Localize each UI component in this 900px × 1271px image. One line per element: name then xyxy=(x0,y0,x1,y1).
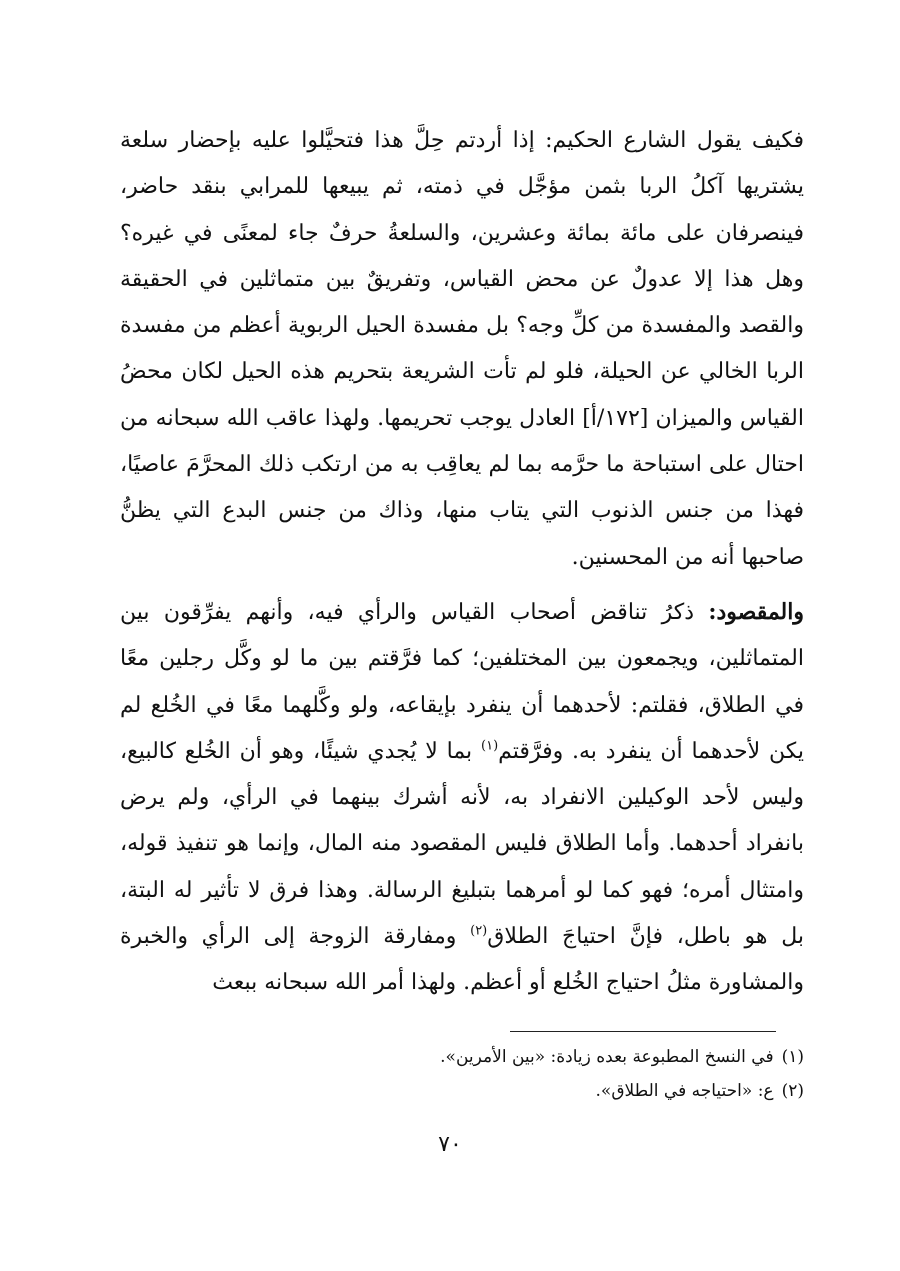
paragraph-2-text-part-1: ذكرُ تناقض أصحاب القياس والرأي فيه، وأنهم يفرِّقون بين المتماثلين، ويجمعون بين المختلفين؛ كما فرَّقتم بين ما لو وكَّل رجلين معًا في الطلاق، فقلتم: لأحدهما أن ينفرد بإيقاعه، ولو وكَّلهما معًا في الخُلع لم يكن لأحدهما أن ينفرد به. وفرَّقتم xyxy=(120,599,804,764)
paragraph-2-text-part-2: بما لا يُجدي شيئًا، وهو أن الخُلع كالبيع، وليس لأحد الوكيلين الانفراد به، لأنه أشرك بينهما في الرأي، ولم يرض بانفراد أحدهما. وأما الطلاق فليس المقصود منه المال، وإنما هو تنفيذ قوله، وامتثال أمره؛ فهو كما لو أمرهما بتبليغ الرسالة. وهذا فرق لا تأثير له البتة، بل هو باطل، فإنَّ احتياجَ الطلاق xyxy=(120,738,804,950)
footnote-1-number: (١) xyxy=(781,1047,804,1067)
footnote-2-number: (٢) xyxy=(781,1081,804,1101)
footnote-2-text: ع: «احتياجه في الطلاق». xyxy=(595,1081,774,1101)
footnote-1-text: في النسخ المطبوعة بعده زيادة: «بين الأمرين». xyxy=(440,1047,774,1067)
paragraph-1-text: فكيف يقول الشارع الحكيم: إذا أردتم حِلَّ هذا فتحيَّلوا عليه بإحضار سلعة يشتريها آكلُ الربا بثمن مؤجَّل في ذمته، ثم يبيعها للمرابي بنقد حاضر، فينصرفان على مائة بمائة وعشرين، والسلعةُ حرفٌ جاء لمعنًى في غيره؟ وهل هذا إلا عدولٌ عن محض القياس، وتفريقٌ بين متماثلين في الحقيقة والقصد والمفسدة من كلِّ وجه؟ بل مفسدة الحيل الربوية أعظم من مفسدة الربا الخالي عن الحيلة، فلو لم تأت الشريعة بتحريم هذه الحيل لكان محضُ القياس والميزان [١٧٢/أ] العادل يوجب تحريمها. ولهذا عاقب الله سبحانه من احتال على استباحة ما حرَّمه بما لم يعاقِب به من ارتكب ذلك المحرَّمَ عاصيًا، فهذا من جنس الذنوب التي يتاب منها، وذاك من جنس البدع التي يظنُّ صاحبها أنه من المحسنين. xyxy=(120,128,804,570)
footnote-ref-2[interactable]: (٢) xyxy=(470,923,488,939)
footnote-1 xyxy=(204,1040,804,1074)
main-text xyxy=(120,118,804,1007)
page-number: ٧٠ xyxy=(438,1132,462,1157)
paragraph-2-lead: والمقصود: xyxy=(708,598,804,625)
paragraph-1 xyxy=(120,118,804,581)
paragraph-2 xyxy=(120,589,804,1007)
paragraph-2-text-part-3: ومفارقة الزوجة إلى الرأي والخبرة والمشاورة مثلُ احتياج الخُلع أو أعظم. ولهذا أمر الله سبحانه ببعث xyxy=(120,924,804,996)
footnote-separator xyxy=(510,1031,776,1032)
footnote-2 xyxy=(204,1074,804,1108)
footnote-ref-1[interactable]: (١) xyxy=(481,738,499,754)
footnotes xyxy=(204,1040,804,1108)
